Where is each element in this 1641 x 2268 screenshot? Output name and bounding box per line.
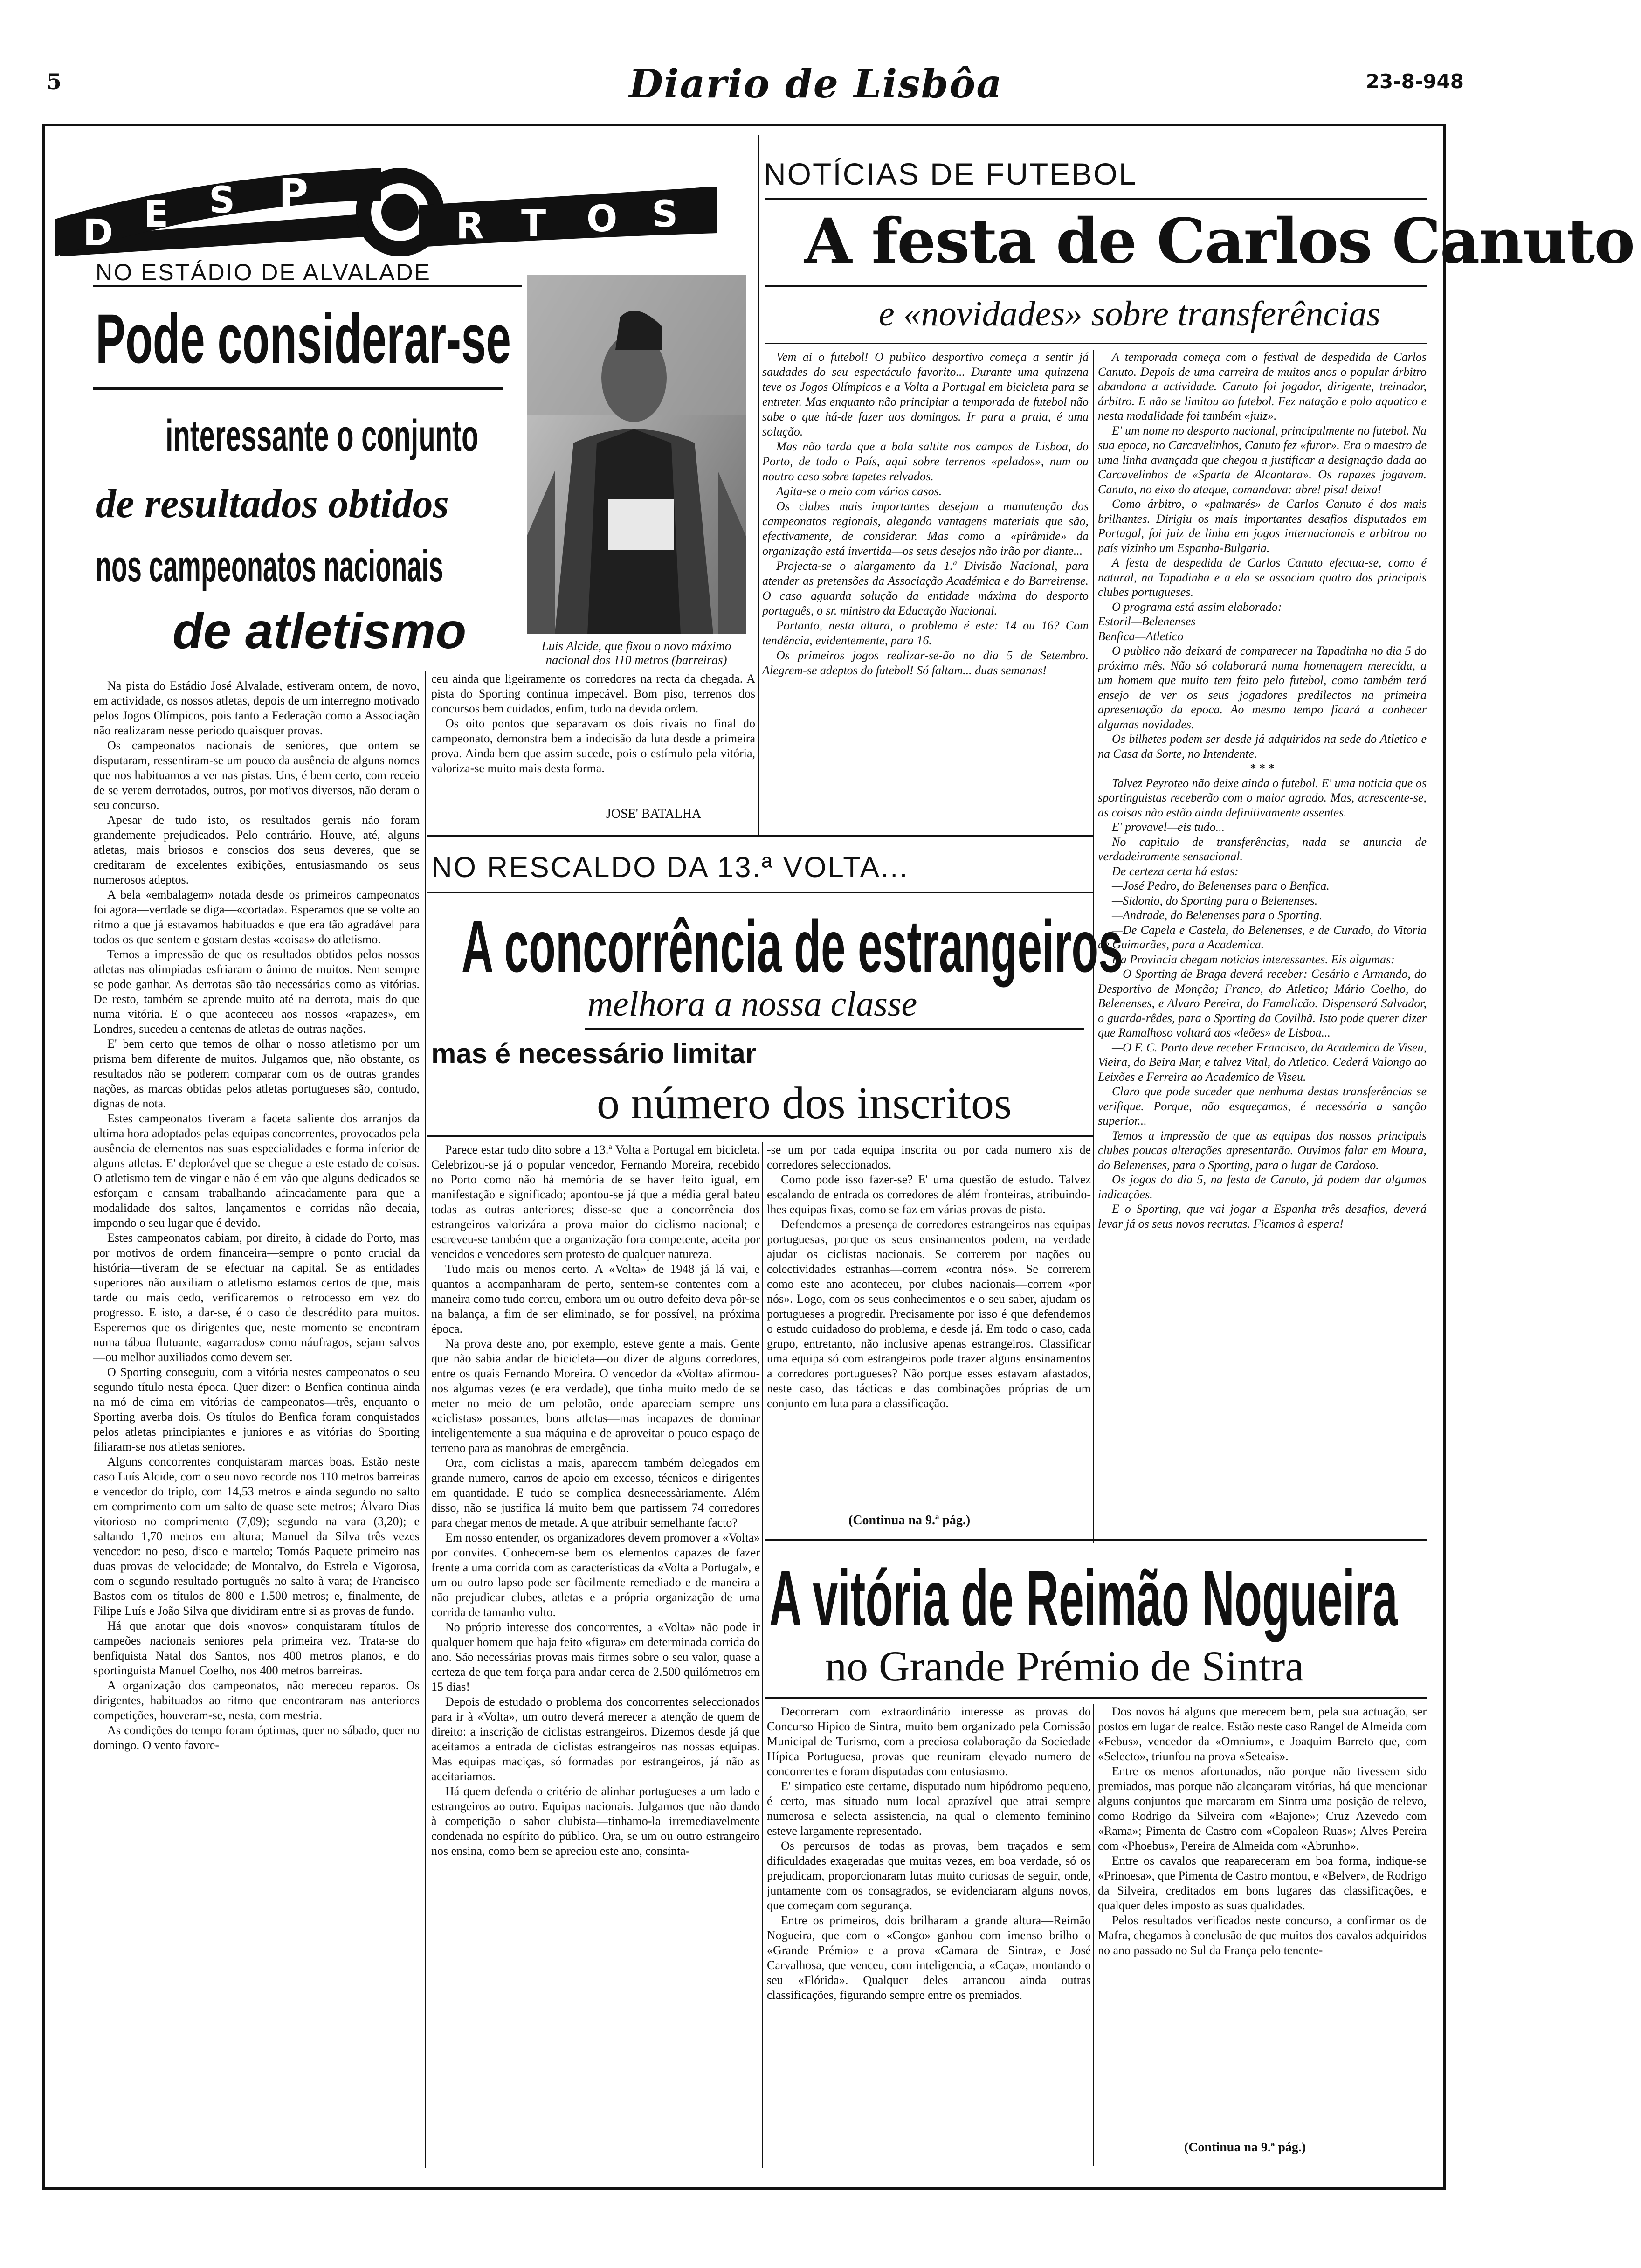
subhead-sintra: no Grande Prémio de Sintra [825, 1642, 1304, 1690]
column-rule [1093, 1704, 1094, 2166]
paragraph: Temos a impressão de que as equipas dos nossos principais clubes poucas alterações apresentarão. Ouvimos falar em Moura, do Belenenses, para o Sporting, para o lugar de Cardoso. [1098, 1128, 1427, 1172]
paragraph: Talvez Peyroteo não deixe ainda o futebol. E' uma noticia que os sportinguistas receberão com o maior agrado. Mas, acrescente-se, as coisas não estão ainda definitivamente assentes. [1098, 776, 1427, 819]
paragraph: De certeza certa há estas: [1112, 864, 1239, 878]
headline-campeonatos: nos campeonatos nacionais [96, 541, 443, 591]
paragraph: Na pista do Estádio José Alvalade, estiveram ontem, de novo, em actividade, os nossos atletas, depois de um interregno motivado pelos Jogos Olímpicos, pois tanto a Federação como a Associação não realizaram nesse período quaisquer provas. [93, 679, 420, 737]
paragraph: Benfica—Atletico [1098, 629, 1184, 643]
paragraph: Defendemos a presença de corredores estrangeiros nas equipas portuguesas, porque os seus ensinamentos podem, na verdade ajudar os ciclistas nacionais. Se correrem por nações ou colectividades estranhas—correm «contra nós». Se correrem como este ano aconteceu, por clubes nacionais—correm «por nós». Logo, com os seus conhecimentos e o seu saber, ajudam os portugueses a progredir. Precisamente por isso é que defendemos o estudo cuidadoso do problema, e desde já. Em todo o caso, cada grupo, entretanto, não inclusive apenas estrangeiros. Classificar uma equipa só com estrangeiros pode trazer alguns ensinamentos a corredores portugueses? Não porque esses estavam afastados, neste caso, das tácticas e das combinações próprias de um conjunto em luta para a classificação. [767, 1217, 1091, 1410]
column-rule [758, 135, 759, 835]
page-number: 5 [47, 69, 62, 94]
paragraph: Os percursos de todas as provas, bem traçados e sem dificuldades exageradas que muitas vezes, em boa verdade, só os prejudicam, proporcionaram lutas muito curiosas de seguir, onde, juntamente com os consagrados, se evidenciaram alguns novos, que começam com segurança. [767, 1839, 1091, 1912]
paragraph: Como árbitro, o «palmarés» de Carlos Canuto é dos mais brilhantes. Dirigiu os mais importantes desafios disputados em Portugal, foi juiz de linha em jogos internacionais e arbitrou no país vizinho um Espanha-Bulgaria. [1098, 497, 1427, 555]
paragraph: Em nosso entender, os organizadores devem promover a «Volta» por convites. Conhecem-se bem os elementos capazes de fazer frente a uma corrida com as características da «Volta a Portugal», e um ou outro lapso pode ser fàcilmente remediado e de maneira a não prejudicar clubes, atletas e a própria organização de uma corrida de tamanho vulto. [431, 1531, 760, 1619]
paragraph: Parece estar tudo dito sobre a 13.ª Volta a Portugal em bicicleta. Celebrizou-se já o popular vencedor, Fernando Moreira, recebido no Porto como não há memória de se haver feito igual, em manifestação e significado; apontou-se já que a média geral bateu todas as outras anteriores; disse-se que a concorrência dos estrangeiros valorizára a prova maior do ciclismo nacional; e escreveu-se também que a organização fora competente, aceita por vencidos e vencedores sem protesto de qualquer natureza. [431, 1143, 760, 1261]
paragraph: Estoril—Belenenses [1098, 615, 1196, 628]
paragraph: Da Provincia chegam noticias interessantes. Eis algumas: [1112, 952, 1395, 966]
paragraph: Os campeonatos nacionais de seniores, que ontem se disputaram, ressentiram-se um pouco da ausência de alguns nomes que nos habituamos a ver nas pistas. Uns, é bem certo, com receio de se verem derrotados, outros, por motivos diversos, não deram o seu concurso. [93, 739, 420, 812]
athletics-column-2 [431, 671, 755, 811]
divider [765, 343, 1427, 344]
headline-resultados: de resultados obtidos [96, 481, 449, 526]
paragraph: Decorreram com extraordinário interesse as provas do Concurso Hípico de Sintra, muito bem organizado pela Comissão Municipal de Turismo, com a preciosa colaboração da Sociedade Hípica Portuguesa, provas que reuniram elevado numero de concorrentes e foram disputadas com entusiasmo. [767, 1705, 1091, 1778]
paragraph: Vem ai o futebol! O publico desportivo começa a sentir já saudades do seu espectáculo favorito... Durante uma quinzena teve os Jogos Olímpicos e a Volta a Portugal em bicicleta para se entreter. Mas enquanto não principiar a temporada de futebol não sabe o que há-de fazer aos domingos. Ir para a praia, é uma solução. [762, 350, 1089, 438]
paragraph: O programa está assim elaborado: [1112, 600, 1282, 614]
deck-inscritos: o número dos inscritos [597, 1078, 1012, 1128]
athlete-photo [527, 275, 746, 634]
paragraph: Entre os cavalos que reapareceram em boa forma, indique-se «Prinoesa», que Pimenta de Castro montou, e «Belver», de Rodrigo da Silveira, creditados em bons lugares das classificações, e qualquer deles imposto as suas qualidades. [1098, 1854, 1427, 1912]
paragraph: Ora, com ciclistas a mais, aparecem também delegados em grande numero, carros de apoio em excesso, técnicos e dirigentes em quantidade. E tudo se complica desnecessàriamente. Além disso, não se justifica lá muito bem que partissem 74 corredores para chegar menos de metade. A que atribuir semelhante facto? [431, 1456, 760, 1529]
logo-letter: E [144, 194, 169, 235]
paragraph: E' bem certo que temos de olhar o nosso atletismo por um prisma bem diferente de muitos. Julgamos que, não obstante, os resultados não se poderem comparar com os de outras grandes nações, as marcas obtidas pelos atletas portugueses são, contudo, dignas de nota. [93, 1037, 420, 1110]
paragraph: E' provavel—eis tudo... [1112, 820, 1225, 834]
cycling-continued: (Continua na 9.ª pág.) [848, 1513, 971, 1528]
paragraph: —José Pedro, do Belenenses para o Benfica. [1112, 879, 1330, 892]
logo-letter: O [586, 198, 618, 240]
cycling-column-2 [767, 1142, 1091, 1515]
headline-atletismo: de atletismo [172, 602, 467, 659]
logo-letter: P [279, 170, 309, 217]
paragraph: Estes campeonatos cabiam, por direito, à cidade do Porto, mas por motivos de ordem financeira—sempre o ponto crucial da história—tiveram de se efectuar na capital. Se as entidades superiores não auxiliam o atletismo estamos certos de que, mais tarde ou mais cedo, verificaremos o retrocesso em vez do progresso. E isto, a dar-se, é o caso de descrédito para muitos. Esperemos que os dirigentes que, neste momento se encontram numa tábua flutuante, «agarrados» como náufragos, sejam salvos—ou melhor auxiliados como devem ser. [93, 1231, 420, 1364]
byline: JOSE' BATALHA [606, 807, 702, 821]
logo-letter: S [652, 194, 678, 235]
paragraph: Tudo mais ou menos certo. A «Volta» de 1948 já lá vai, e quantos a acompanharam de perto, sentem-se contentes com a maneira como tudo correu, embora um ou outro defeito deva pôr-se na balança, a fim de ser eliminado, se for possível, na próxima época. [431, 1262, 760, 1335]
newspaper-title: Diario de Lisbôa [629, 61, 1003, 107]
divider [765, 198, 1427, 200]
paragraph: Temos a impressão de que os resultados obtidos pelos nossos atletas nas olimpiadas esfriaram o ânimo de muitos. Nem sempre se pode ganhar. As derrotas são tão necessárias como as vitórias. De resto, também se aprende muito até na derrota, mais do que numa vitória. E o que aconteceu aos nossos «rapazes», em Londres, sucedeu a centenas de atletas de outras nações. [93, 947, 420, 1036]
kicker-volta: NO RESCALDO DA 13.ª VOLTA... [431, 851, 909, 884]
paragraph: ceu ainda que ligeiramente os corredores na recta da chegada. A pista do Sporting continua impecável. Bom piso, terrenos dos concursos bem cuidados, enfim, tudo na devida ordem. [431, 672, 755, 715]
kicker-alvalade: NO ESTÁDIO DE ALVALADE [96, 259, 431, 285]
paragraph: Os oito pontos que separavam os dois rivais no final do campeonato, demonstra bem a indecisão da luta desde a primeira prova. Ainda bem que assim sucede, pois o estímulo pela vitória, valoriza-se muito mais desta forma. [431, 717, 755, 775]
paragraph: Agita-se o meio com vários casos. [776, 484, 942, 498]
paragraph: E' um nome no desporto nacional, principalmente no futebol. Na sua epoca, no Carcavelinhos, Canuto fez «furor». Era o maestro de uma linha avançada que chegou a justificar a designação dada ao Carcavelinhos de «Sparta de Alcantara». Os rapazes jogavam. Canuto, no eixo do ataque, comandava: abre! pisa! deixa! [1098, 423, 1427, 496]
paragraph: Claro que pode suceder que nenhuma destas transferências se verifique. Porque, não esqueçamos, é necessária a sanção superior... [1098, 1085, 1427, 1127]
paragraph: —De Capela e Castela, do Belenenses, e de Curado, do Vitoria de Guimarães, para a Academica. [1098, 923, 1427, 951]
paragraph: A festa de despedida de Carlos Canuto efectua-se, como é natural, na Tapadinha e a ela se associam quatro dos principais clubes portugueses. [1098, 556, 1427, 599]
paragraph: Os clubes mais importantes desejam a manutenção dos campeonatos regionais, alegando vantagens materiais que são, efectivamente, de considerar. Mas como a «pirâmide» da organização está invertida—os seus desejos não irão por diante... [762, 499, 1089, 558]
paragraph: A temporada começa com o festival de despedida de Carlos Canuto. Depois de uma carreira de muitos anos o popular árbitro abandona a actividade. Canuto foi jogador, dirigente, treinador, árbitro. E não se limitou ao futebol. Fez natação e polo aquatico e nesta modalidade foi também «juiz». [1098, 350, 1427, 422]
paragraph: Os bilhetes podem ser desde já adquiridos na sede do Atletico e na Casa da Sorte, no Intendente. [1098, 732, 1427, 761]
divider [93, 285, 522, 287]
paragraph: Alguns concorrentes conquistaram marcas boas. Estão neste caso Luís Alcide, com o seu novo recorde nos 110 metros barreiras e vencedor do triplo, com 14,53 metros e ainda segundo no salto em comprimento com um salto de quase sete metros; Álvaro Dias vitorioso no comprimento (7,09); segundo na vara (3,20); e saltando 1,70 metros em altura; Manuel da Silva três vezes vencedor: no peso, disco e martelo; Tomás Paquete primeiro nas duas provas de velocidade; de Montalvo, do Estrela e Vigorosa, com o segundo resultado português no salto à vara; de Francisco Bastos com os títulos de 800 e 1.500 metros; e, finalmente, de Filipe Luís e João Silva que dividiram entre si as provas de fundo. [93, 1455, 420, 1618]
subhead-transferencias: e «novidades» sobre transferências [879, 294, 1380, 333]
paragraph: No capitulo de transferências, nada se anuncia de verdadeiramente sensacional. [1098, 835, 1427, 863]
logo-letter: T [521, 203, 546, 245]
logo-letter: S [209, 180, 235, 221]
cycling-column-1 [431, 1142, 760, 2168]
paragraph: E o Sporting, que vai jogar a Espanha três desafios, deverá levar já os seus novos recrutas. Ficamos à espera! [1098, 1202, 1427, 1231]
paragraph: —Andrade, do Belenenses para o Sporting. [1112, 908, 1323, 922]
paragraph: E' simpatico este certame, disputado num hipódromo pequeno, é certo, mas situado num local aprazível que atrai sempre numerosa e selecta assistencia, na qual o elemento feminino esteve largamente representado. [767, 1779, 1091, 1838]
sintra-column-1 [767, 1704, 1091, 2166]
headline-carlos-canuto: A festa de Carlos Canuto [804, 205, 1634, 277]
paragraph: Há que anotar que dois «novos» conquistaram títulos de campeões nacionais seniores pela primeira vez. Trata-se do benfiquista Natal dos Santos, nos 400 metros planos, e do sportinguista Manuel Coelho, nos 400 metros barreiras. [93, 1619, 420, 1677]
athletics-column-1 [93, 678, 420, 2166]
paragraph: Os primeiros jogos realizar-se-ão no dia 5 de Setembro. Alegrem-se adeptos do futebol! Só faltam... duas semanas! [762, 649, 1089, 677]
divider [585, 1028, 1084, 1030]
paragraph: Portanto, nesta altura, o problema é este: 14 ou 16? Com tendência, evidentemente, para 16. [762, 619, 1089, 647]
paragraph: A organização dos campeonatos, não mereceu reparos. Os dirigentes, habituados ao ritmo que encontraram nas anteriores competições, houveram-se, nesta, com mestria. [93, 1679, 420, 1722]
separator: * * * [1250, 761, 1275, 775]
paragraph: Dos novos há alguns que merecem bem, pela sua actuação, ser postos em lugar de realce. Estão neste caso Rangel de Almeida com «Febus», vencedor da «Omnium», e Joaquim Barreto que, com «Selecto», triunfou na prova «Seteais». [1098, 1705, 1427, 1763]
paragraph: Apesar de tudo isto, os resultados gerais não foram grandemente prejudicados. Pelo contrário. Houve, até, alguns atletas, mais briosos e conscios dos seus deveres, que se creditaram de excelentes exibições, entusiasmando os seus numerosos adeptos. [93, 813, 420, 886]
paragraph: Há quem defenda o critério de alinhar portugueses a um lado e estrangeiros ao outro. Equipas nacionais. Julgamos que não dando à competição o sabor clubista—tinhamo-la irremediavelmente condenada no espírito do público. Ora, se um ou outro estrangeiro nos ensina, como bem se apreciou este ano, consinta- [431, 1784, 760, 1858]
paragraph: Depois de estudado o problema dos concorrentes seleccionados para ir à «Volta», um outro deverá merecer a atenção de quem de direito: a inscrição de ciclistas estrangeiros. Dizemos desde já que aceitamos a entrada de ciclistas estrangeiros nas nossas equipas. Mas equipas maciças, só formadas por estrangeiros, já não as aceitariamos. [431, 1695, 760, 1783]
logo-letter: R [456, 205, 484, 247]
paragraph: Mas não tarda que a bola saltite nos campos de Lisboa, do Porto, de todo o País, aqui sobre terrenos «pelados», num ou noutro caso sobre tapetes relvados. [762, 440, 1089, 483]
paragraph: —O Sporting de Braga deverá receber: Cesário e Armando, do Desportivo de Monção; Franco, do Atletico; Mário Coelho, do Belenenses, e Alvaro Pereira, do Famalicão. Dispensará Salvador, o guarda-rêdes, para o Sporting da Covilhã. Isto pode querer dizer que Ramalhoso voltará aos «leões» de Lisboa... [1098, 967, 1427, 1039]
section-logo [55, 168, 717, 256]
paragraph: No próprio interesse dos concorrentes, a «Volta» não pode ir qualquer homem que haja feito «figura» em determinada corrida do ano. São necessárias provas mais firmes sobre o seu valor, quase a certeza de que tem força para andar cerca de 2.500 quilómetros em 15 dias! [431, 1620, 760, 1694]
sintra-column-2 [1098, 1704, 1427, 2133]
paragraph: O publico não deixará de comparecer na Tapadinha no dia 5 do próximo mês. Não só colaborará numa homenagem merecida, a um homem que muito tem feito pelo futebol, como também terá ensejo de ver os seus jogadores predilectos na primeira apresentação da epoca. Ao mesmo tempo ficará a conhecer algumas novidades. [1098, 644, 1427, 731]
paragraph: As condições do tempo foram óptimas, quer no sábado, quer no domingo. O vento favore- [93, 1723, 420, 1752]
headline-reimao-nogueira: A vitória de Reimão Nogueira [769, 1554, 1398, 1643]
paragraph: —O F. C. Porto deve receber Francisco, da Academica de Viseu, Vieira, do Beira Mar, e talvez Vital, do Atletico. Cederá Valongo ao Leixões e Ferreira ao Academico de Viseu. [1098, 1040, 1427, 1084]
paragraph: Estes campeonatos tiveram a faceta saliente dos arranjos da ultima hora adoptados pelas equipas concorrentes, provocados pela ausência de elementos nas suas especialidades e forma inferior de alguns atletas. E' deplorável que se chegue a este estado de coisas. O atletismo tem de vingar e não é em vão que alguns dedicados se esforçam e cansam trabalhando afincadamente para que a modalidade dos saltos, lançamentos e corridas não decaia, impondo o seu lugar que é devido. [93, 1112, 420, 1230]
paragraph: Os jogos do dia 5, na festa de Canuto, já podem dar algumas indicações. [1098, 1173, 1427, 1201]
paragraph: O Sporting conseguiu, com a vitória nestes campeonatos o seu segundo título nesta época. Quer dizer: o Benfica continua ainda na mó de cima em vitórias de campeonatos—três, enquanto o Sporting averba dois. Os títulos do Benfica foram conquistados pelos atletas principiantes e juniores e as vitórias do Sporting filiaram-se nos atletas seniores. [93, 1365, 420, 1453]
divider [93, 387, 503, 390]
headline-interessante: interessante o conjunto [165, 411, 479, 461]
logo-letter: D [83, 212, 113, 254]
logo-letters [55, 168, 717, 256]
subhead-classe: melhora a nossa classe [587, 984, 917, 1023]
divider [427, 892, 1093, 893]
runner-silhouette [527, 275, 746, 634]
divider [427, 835, 1093, 837]
divider [765, 285, 1427, 287]
paragraph: Pelos resultados verificados neste concurso, a confirmar os de Mafra, chegamos à conclusão de que muitos dos cavalos adquiridos no ano passado no Sul da França pelo tenente- [1098, 1914, 1427, 1957]
paragraph: Projecta-se o alargamento da 1.ª Divisão Nacional, para atender as pretensões da Associação Académica e do Barreirense. O caso aguarda solução da entidade máxima do desporto português, o sr. ministro da Educação Nacional. [762, 559, 1089, 617]
paragraph: —Sidonio, do Sporting para o Belenenses. [1112, 893, 1318, 907]
photo-caption: Luis Alcide, que fixou o novo máximo nacional dos 110 metros (barreiras) [541, 639, 731, 667]
column-rule [762, 1142, 763, 2168]
paragraph: Como pode isso fazer-se? E' uma questão de estudo. Talvez escalando de entrada os corredores de além fronteiras, atribuindo-lhes equipas fixas, como se faz em várias provas de pista. [767, 1173, 1091, 1216]
issue-date: 23-8-948 [1365, 70, 1464, 93]
paragraph: Entre os menos afortunados, não porque não tivessem sido premiados, mas porque não alcançaram vitórias, há que mencionar alguns conjuntos que marcaram em Sintra uma posição de relevo, como Rodrigo da Silveira com «Bajone»; Cruz Azevedo com «Rama»; Pimenta de Castro com «Copaleon Ruas»; Alves Pereira com «Phoebus», Pereira de Almeida com «Abrunho». [1098, 1764, 1427, 1853]
paragraph: Na prova deste ano, por exemplo, esteve gente a mais. Gente que não sabia andar de bicicleta—ou dizer de alguns corredores, entre os quais Fernando Moreira. O vencedor da «Volta» afirmou-nos algumas vezes (e era verdade), que tinha muito medo de se meter no meio de um pelotão, onde apareciam sempre uns «ciclistas» possantes, bons atletas—mas incapazes de dominar inteligentemente a sua máquina e de aproveitar o pouco espaço de terreno para as manobras de emergência. [431, 1337, 760, 1455]
headline-concorrencia: A concorrência de estrangeiros [462, 906, 1123, 988]
football-column-1 [762, 350, 1089, 835]
divider [765, 1539, 1427, 1541]
divider [765, 1697, 1427, 1699]
football-column-2 [1098, 350, 1427, 1534]
headline-pode-considerar: Pode considerar-se [96, 299, 511, 378]
paragraph: A bela «embalagem» notada desde os primeiros campeonatos foi agora—verdade se diga—«cortada». Esperamos que se volte ao ritmo a que já estavamos habituados e que era tão agradável para todos os que sentem e gostam destas «coisas» do atletismo. [93, 888, 420, 946]
sintra-continued: (Continua na 9.ª pág.) [1184, 2140, 1306, 2155]
paragraph: Entre os primeiros, dois brilharam a grande altura—Reimão Nogueira, que com o «Congo» ganhou com imenso brilho o «Grande Prémio» e a prova «Camara de Sintra», e José Carvalhosa, que venceu, com inteligencia, a «Caça», montando o seu «Flórida». Qualquer deles arrancou ainda outras classificações, figurando sempre entre os premiados. [767, 1914, 1091, 2002]
deck-limitar: mas é necessário limitar [431, 1038, 757, 1069]
divider [427, 1135, 1093, 1137]
column-rule [425, 671, 426, 2168]
paragraph: -se um por cada equipa inscrita ou por cada numero xis de corredores seleccionados. [767, 1143, 1091, 1171]
kicker-futebol: NOTÍCIAS DE FUTEBOL [764, 157, 1138, 191]
